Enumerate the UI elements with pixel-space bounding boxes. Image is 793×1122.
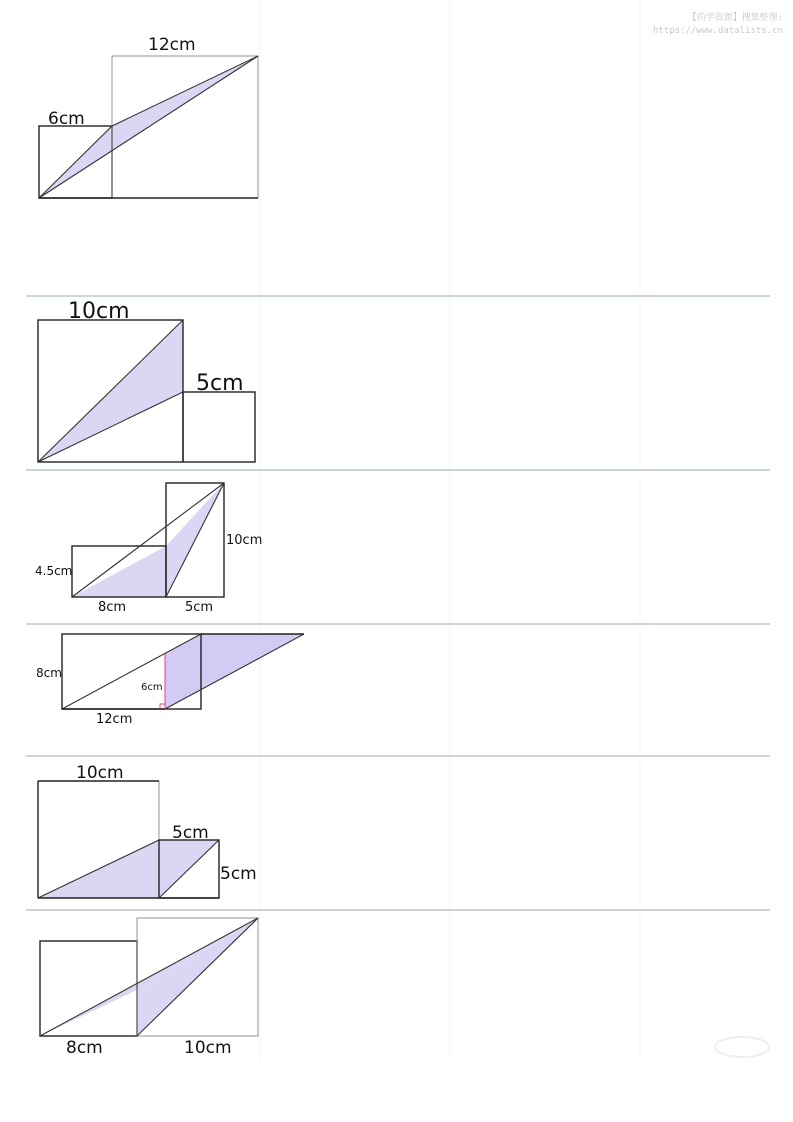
shaded-region bbox=[38, 840, 219, 898]
small-square bbox=[40, 941, 137, 1036]
figure-5 bbox=[38, 763, 257, 898]
label-large-side: 12cm bbox=[148, 35, 196, 55]
watermark-title: 【尚学资源】搜集整理: bbox=[687, 13, 783, 23]
label-small-side: 8cm bbox=[66, 1038, 103, 1058]
label-small-side: 6cm bbox=[48, 109, 85, 129]
figure-2 bbox=[38, 299, 255, 462]
figure-6 bbox=[40, 918, 258, 1058]
figure-4 bbox=[36, 634, 304, 727]
label-large-side: 10cm bbox=[68, 299, 130, 324]
shaded-region bbox=[72, 546, 166, 597]
figure-3 bbox=[35, 483, 262, 615]
label-width-5: 5cm bbox=[185, 600, 214, 615]
label-height-4.5: 4.5cm bbox=[35, 564, 73, 578]
watermark-url: https://www.datalists.cn bbox=[652, 26, 783, 36]
label-height-10: 10cm bbox=[226, 533, 263, 548]
label-height-6: 6cm bbox=[141, 682, 163, 693]
label-small-right: 5cm bbox=[220, 864, 257, 884]
label-large-side: 10cm bbox=[76, 763, 124, 783]
label-width-12: 12cm bbox=[96, 712, 133, 727]
label-height-8: 8cm bbox=[36, 666, 62, 680]
label-small-side: 5cm bbox=[196, 371, 244, 396]
label-small-top: 5cm bbox=[172, 823, 209, 843]
right-angle-mark bbox=[160, 704, 165, 709]
small-square bbox=[183, 392, 255, 462]
diagonal-line bbox=[112, 56, 258, 126]
background-grid bbox=[260, 0, 640, 1060]
figure-1 bbox=[39, 35, 258, 198]
label-large-side: 10cm bbox=[184, 1038, 232, 1058]
label-width-8: 8cm bbox=[98, 600, 127, 615]
stamp-logo bbox=[715, 1037, 769, 1057]
diagonal-line bbox=[39, 126, 112, 198]
